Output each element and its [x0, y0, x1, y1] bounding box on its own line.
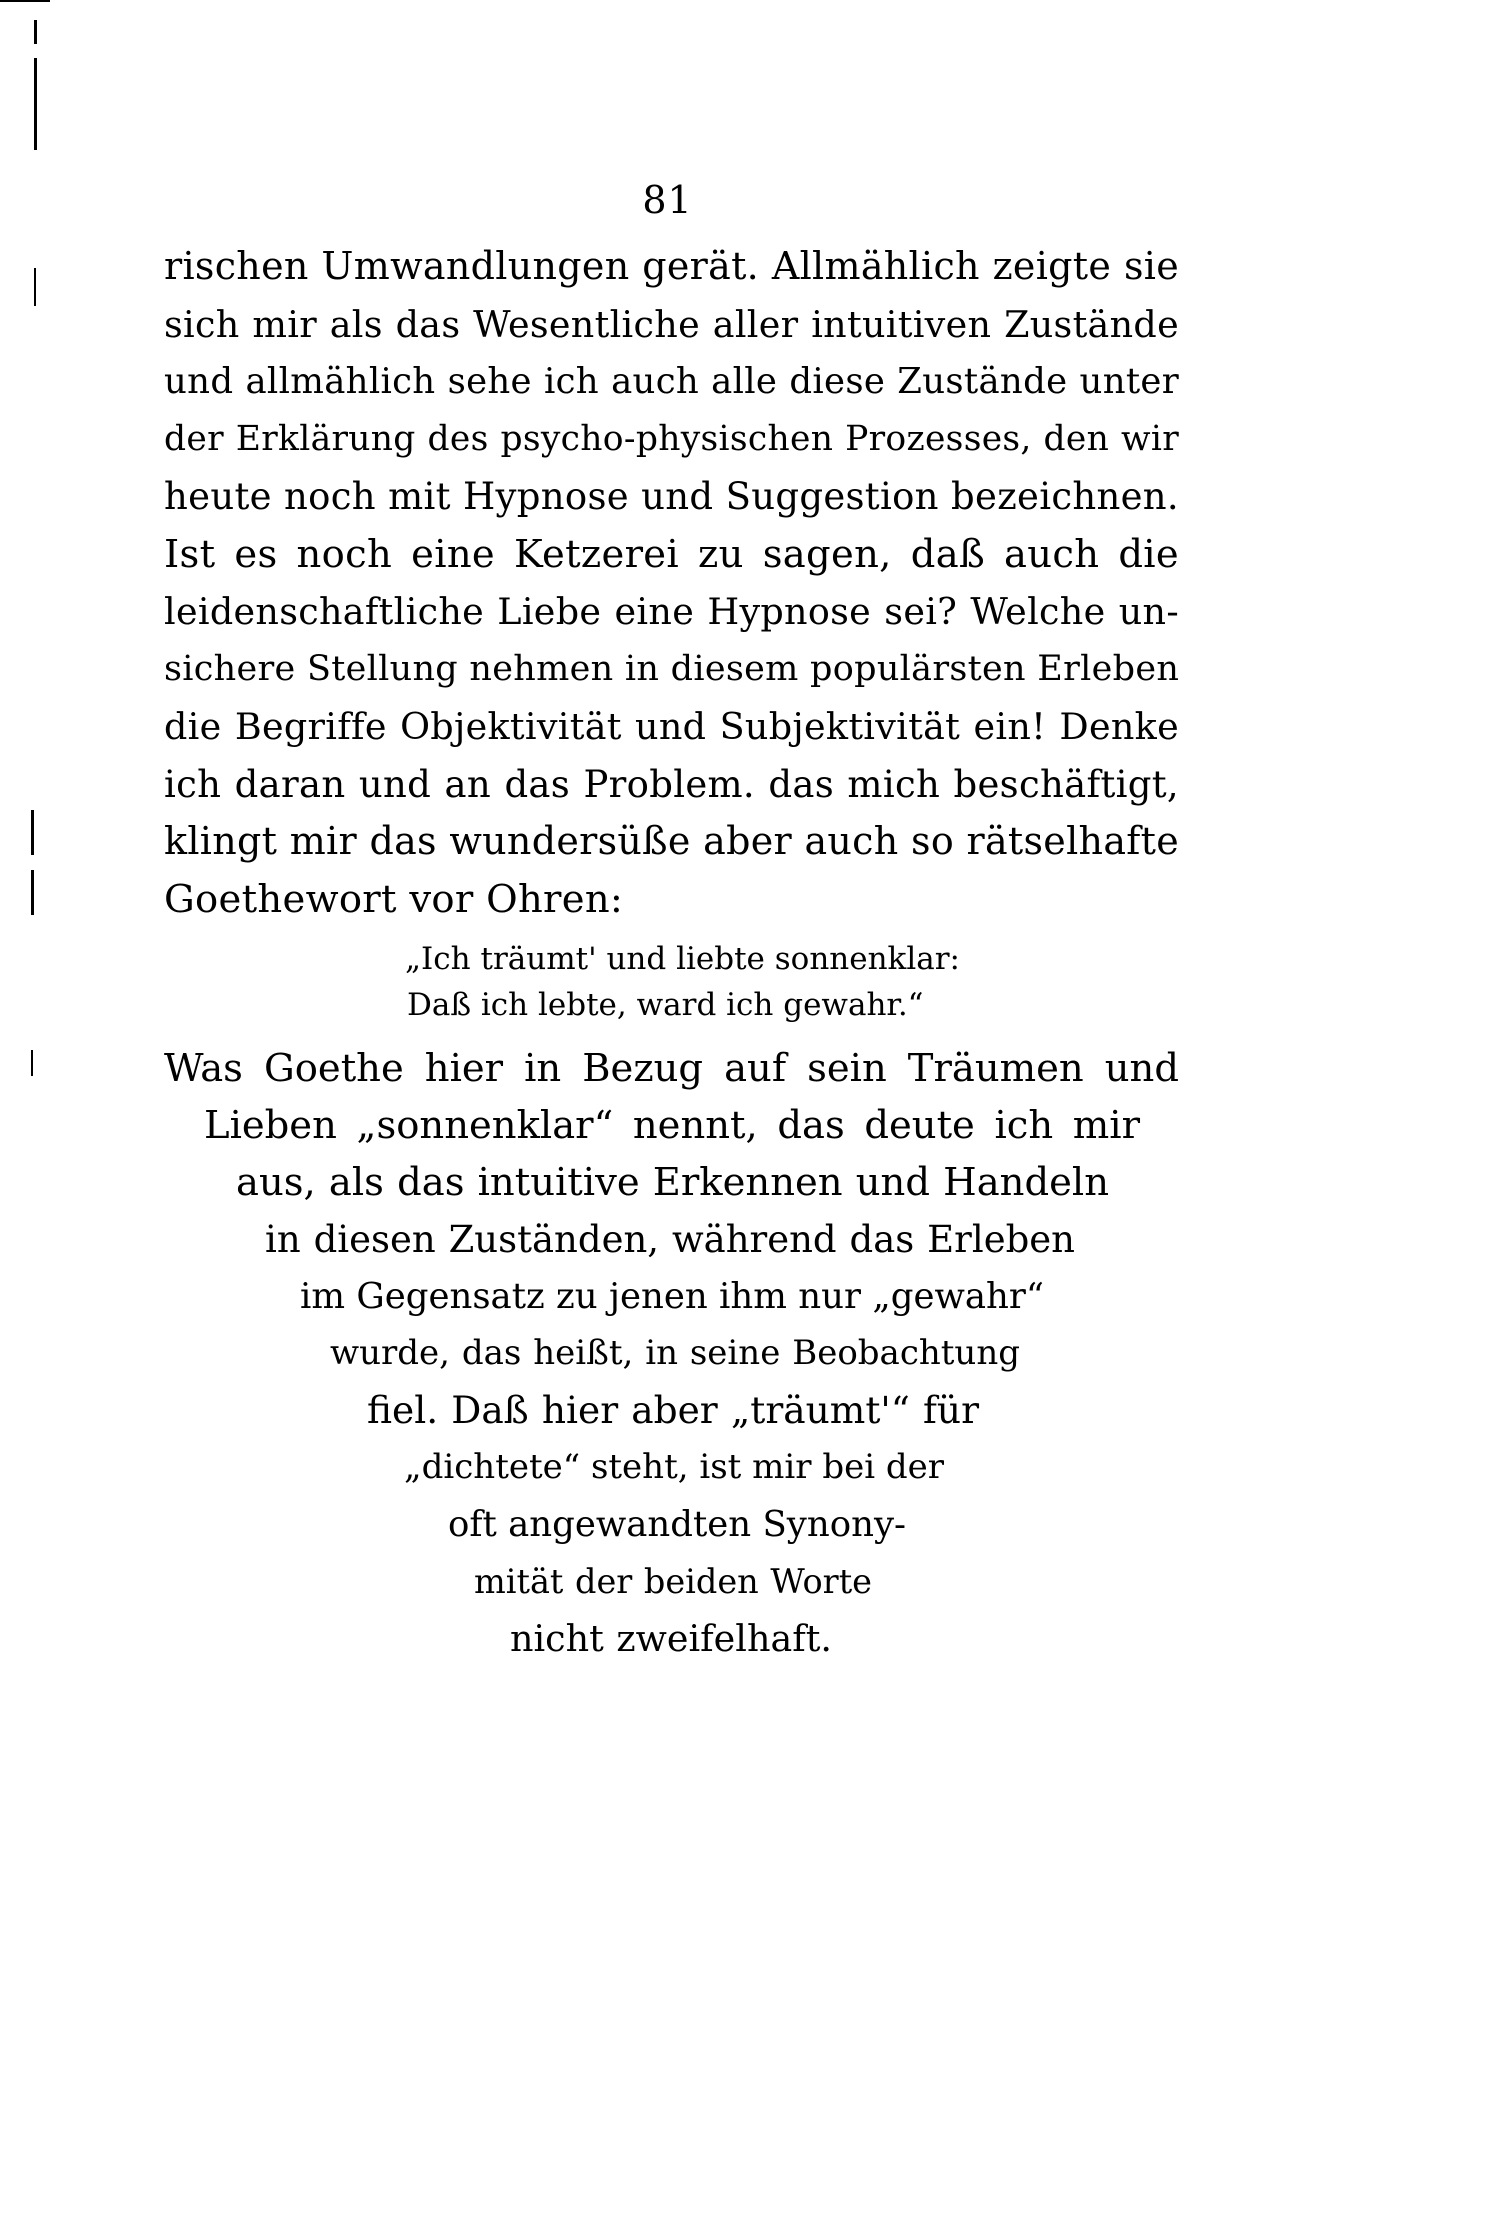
scan-edge-mark — [34, 58, 37, 150]
main-paragraph — [164, 238, 1179, 928]
quote-line: „Ich träumt' und liebte sonnenklar: — [405, 941, 961, 977]
tail-line: Lieben „sonnenklar“ nennt, das deute ich mir — [204, 1103, 1140, 1148]
scan-edge-mark — [34, 20, 37, 44]
paragraph-line: leidenschaftliche Liebe eine Hypnose sei? Welche un- — [164, 590, 1179, 633]
quote-line: Daß ich lebte, ward ich gewahr.“ — [407, 987, 924, 1023]
tail-line: Was Goethe hier in Bezug auf sein Träumen und — [164, 1046, 1179, 1091]
paragraph-line: ich daran und an das Problem. das mich beschäftigt, — [164, 762, 1179, 806]
tail-line: in diesen Zuständen, während das Erleben — [265, 1218, 1075, 1261]
tail-line: oft angewandten Synony- — [448, 1504, 906, 1545]
scan-edge-mark — [0, 0, 50, 2]
paragraph-line: rischen Umwandlungen gerät. Allmählich zeigte sie — [164, 244, 1179, 288]
paragraph-line: sich mir als das Wesentliche aller intuitiven Zustände — [164, 302, 1179, 346]
scan-edge-mark — [31, 810, 34, 855]
tail-line: mität der beiden Worte — [474, 1562, 872, 1601]
paragraph-line: heute noch mit Hypnose und Suggestion bezeichnen. — [164, 475, 1179, 518]
tail-line: nicht zweifelhaft. — [510, 1617, 832, 1660]
paragraph-line: Goethewort vor Ohren: — [164, 876, 624, 922]
tail-line: im Gegensatz zu jenen ihm nur „gewahr“ — [300, 1276, 1044, 1317]
paragraph-line: und allmählich sehe ich auch alle diese Zustände unter — [164, 361, 1179, 402]
tail-line: „dichtete“ steht, ist mir bei der — [404, 1447, 945, 1487]
scan-edge-mark — [31, 870, 34, 915]
paragraph-line: sichere Stellung nehmen in diesem populärsten Erleben — [164, 648, 1180, 689]
tail-line: aus, als das intuitive Erkennen und Handeln — [236, 1160, 1109, 1205]
tail-line: fiel. Daß hier aber „träumt'“ für — [367, 1388, 979, 1432]
paragraph-line: die Begriffe Objektivität und Subjektivität ein! Denke — [164, 705, 1179, 748]
paragraph-line: Ist es noch eine Ketzerei zu sagen, daß auch die — [164, 531, 1179, 577]
paragraph-line: klingt mir das wundersüße aber auch so rätselhafte — [164, 819, 1179, 863]
tail-line: wurde, das heißt, in seine Beobachtung — [330, 1333, 1020, 1373]
goethe-quote — [405, 936, 965, 1028]
page-number: 81 — [642, 178, 693, 222]
paragraph-line: der Erklärung des psycho-physischen Prozesses, den wir — [164, 418, 1179, 459]
scan-edge-mark — [34, 268, 36, 306]
scan-edge-mark — [31, 1050, 33, 1076]
